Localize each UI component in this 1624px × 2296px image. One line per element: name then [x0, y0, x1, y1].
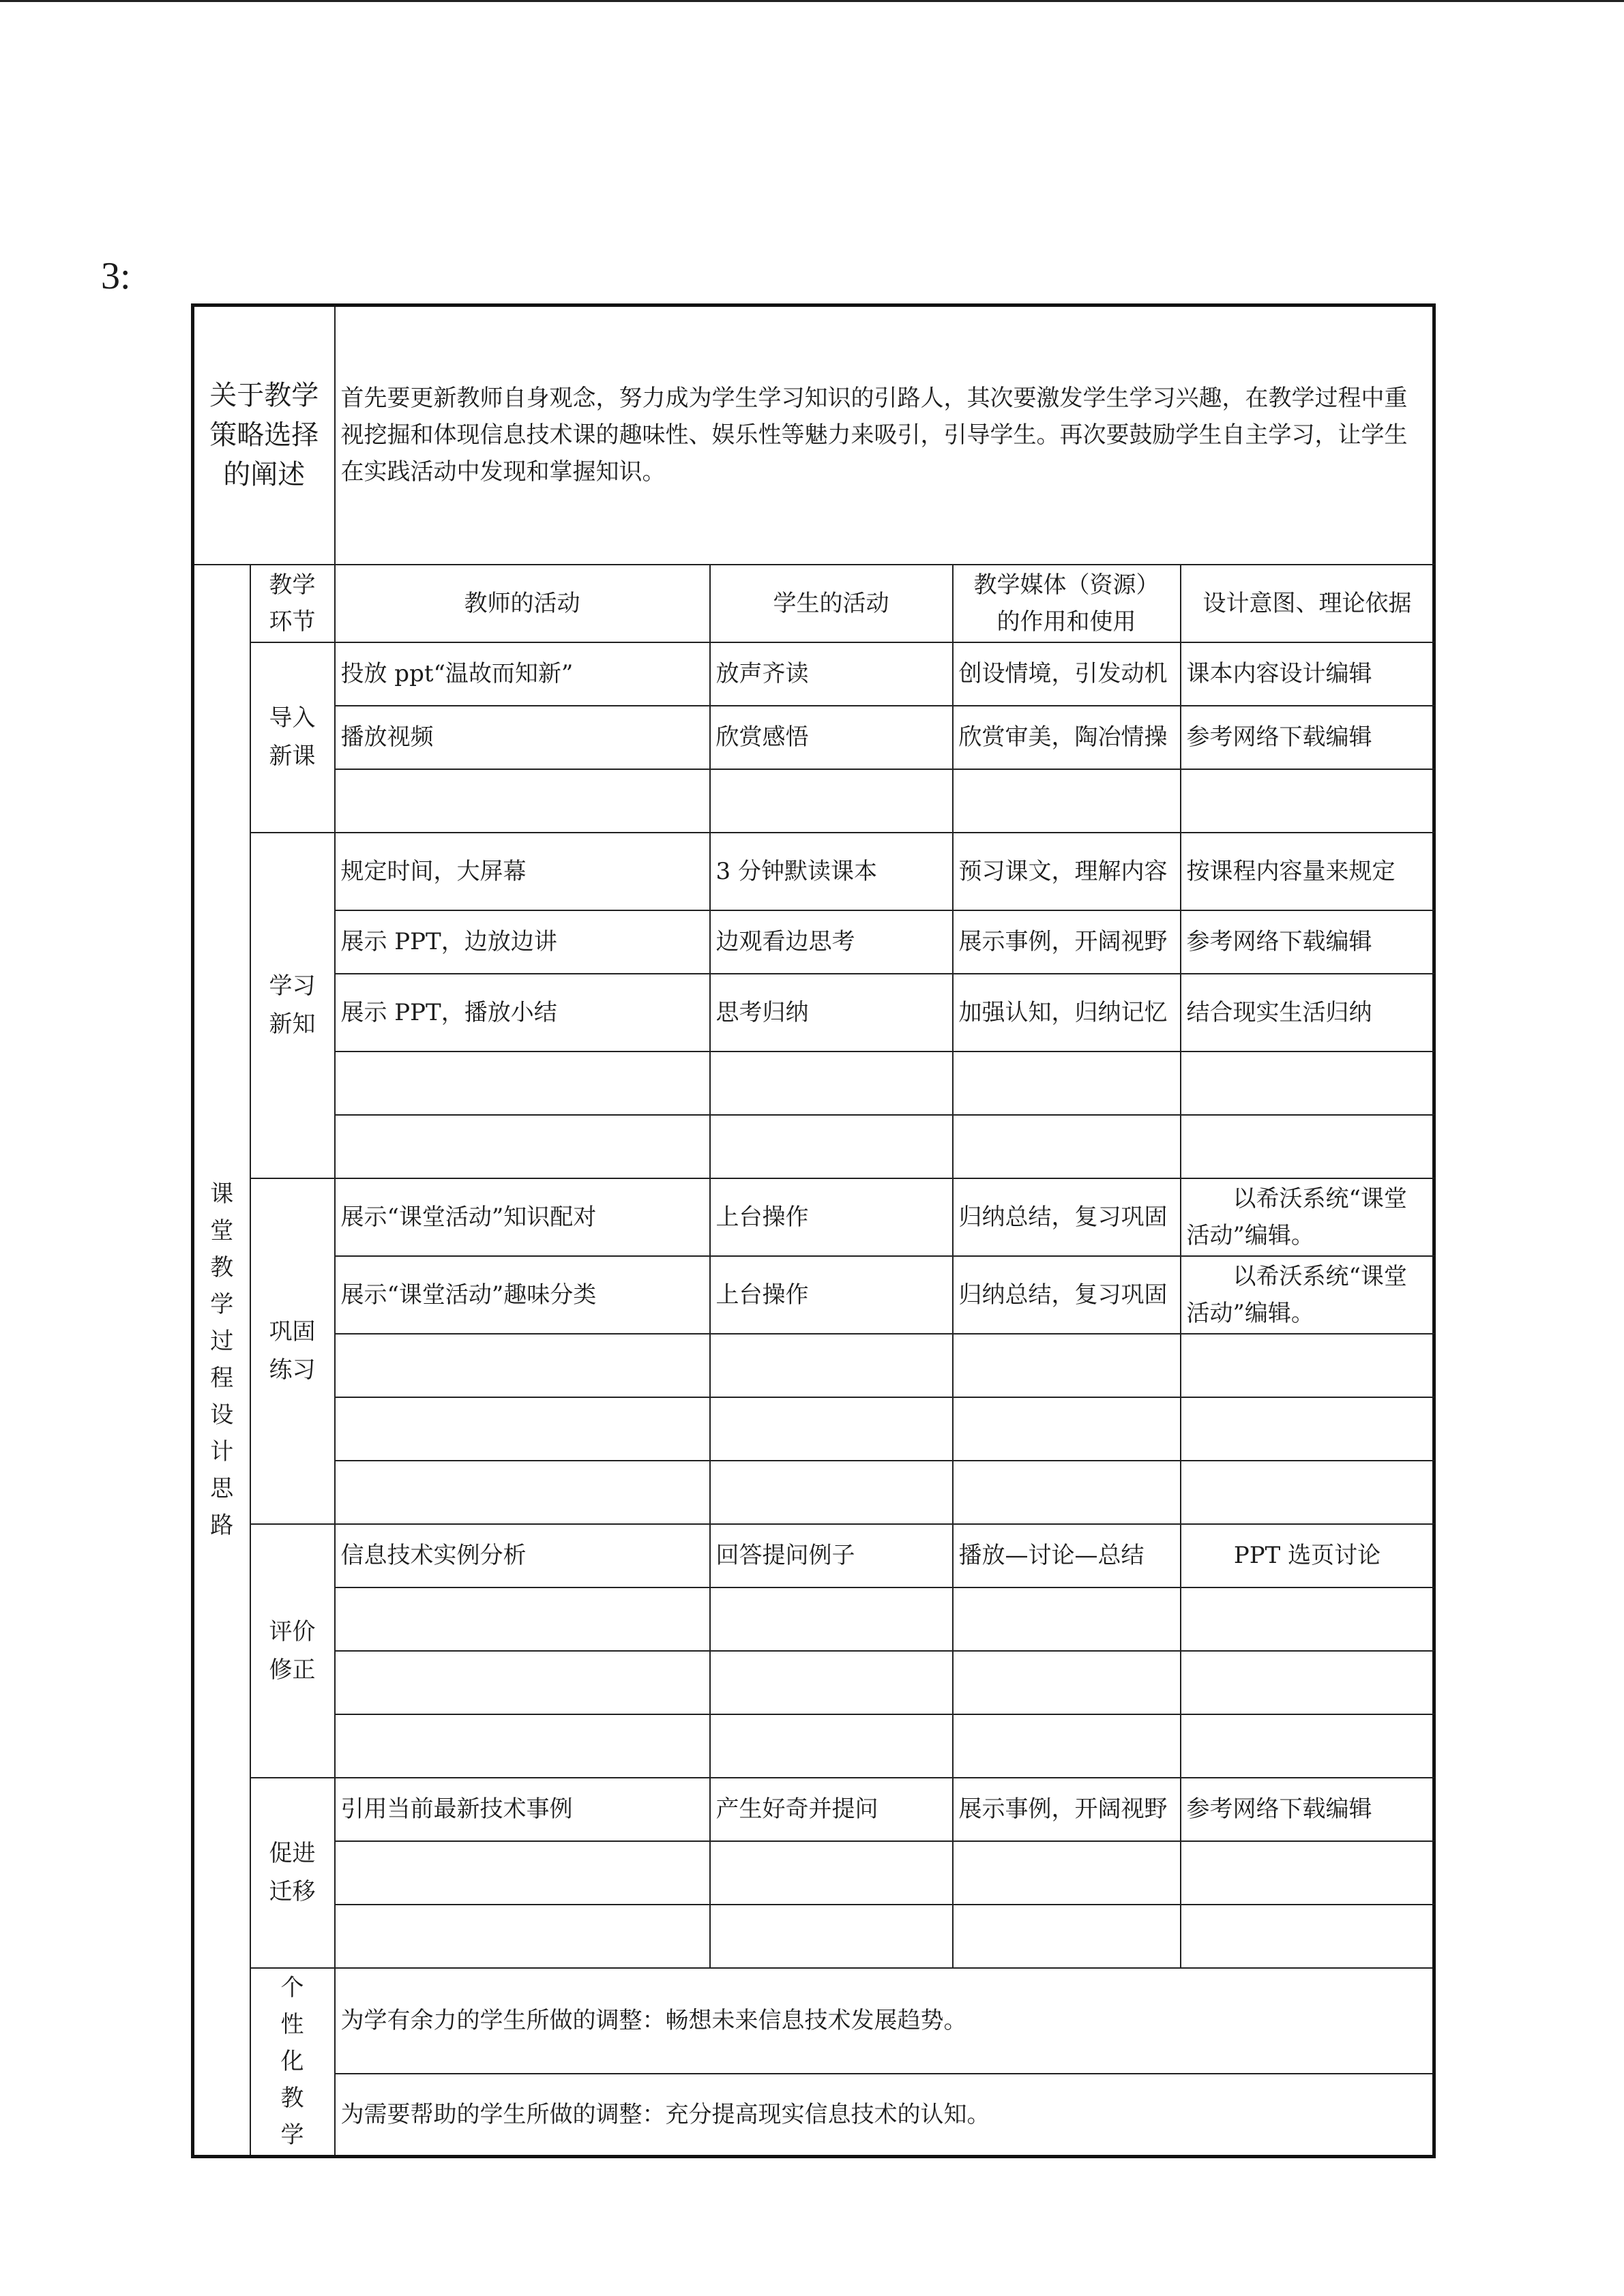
media-usage: 展示事例，开阔视野 — [953, 1778, 1181, 1841]
table-row-empty — [193, 1052, 1434, 1115]
stage-name: 巩固练习 — [250, 1178, 335, 1524]
design-intent: 参考网络下载编辑 — [1181, 1778, 1434, 1841]
table-row — [193, 1256, 1434, 1334]
teacher-activity: 规定时间，大屏幕 — [335, 833, 710, 910]
strategy-text: 首先要更新教师自身观念，努力成为学生学习知识的引路人，其次要激发学生学习兴趣，在教学过程中重视挖掘和体现信息技术课的趣味性、娱乐性等魅力来吸引，引导学生。再次要鼓励学生自主学习，让学生在实践活动中发现和掌握知识。 — [335, 305, 1434, 565]
design-intent: 以希沃系统“课堂活动”编辑。 — [1181, 1178, 1434, 1256]
strategy-label: 关于教学策略选择的阐述 — [193, 305, 335, 565]
table-row — [193, 910, 1434, 974]
student-activity: 3 分钟默读课本 — [710, 833, 953, 910]
table-row-empty — [193, 769, 1434, 833]
media-usage: 播放—讨论—总结 — [953, 1524, 1181, 1587]
table-row — [193, 706, 1434, 769]
media-usage: 预习课文，理解内容 — [953, 833, 1181, 910]
section-number: 3: — [101, 255, 131, 297]
stage-name: 评价修正 — [250, 1524, 335, 1778]
media-usage: 加强认知，归纳记忆 — [953, 974, 1181, 1052]
teacher-activity: 信息技术实例分析 — [335, 1524, 710, 1587]
table-row-empty — [193, 1714, 1434, 1778]
teacher-activity: 展示“课堂活动”趣味分类 — [335, 1256, 710, 1334]
student-activity: 边观看边思考 — [710, 910, 953, 974]
design-intent: 参考网络下载编辑 — [1181, 910, 1434, 974]
table-row — [193, 1178, 1434, 1256]
strategy-row — [193, 305, 1434, 565]
personalized-advanced-row — [193, 1968, 1434, 2074]
table-row — [193, 833, 1434, 910]
personalized-support-text: 为需要帮助的学生所做的调整：充分提高现实信息技术的认知。 — [335, 2074, 1434, 2157]
personalized-advanced-text: 为学有余力的学生所做的调整：畅想未来信息技术发展趋势。 — [335, 1968, 1434, 2074]
process-vertical-label: 课 堂 教 学 过 程 设 计 思 路 — [193, 565, 250, 2157]
table-row-empty — [193, 1461, 1434, 1524]
teacher-activity: 引用当前最新技术事例 — [335, 1778, 710, 1841]
teacher-activity: 展示“课堂活动”知识配对 — [335, 1178, 710, 1256]
student-activity: 放声齐读 — [710, 642, 953, 706]
design-intent: 结合现实生活归纳 — [1181, 974, 1434, 1052]
student-activity: 回答提问例子 — [710, 1524, 953, 1587]
table-row-empty — [193, 1651, 1434, 1714]
table-row-empty — [193, 1397, 1434, 1461]
student-activity: 思考归纳 — [710, 974, 953, 1052]
lesson-plan-table — [191, 303, 1436, 2158]
media-usage: 归纳总结，复习巩固 — [953, 1178, 1181, 1256]
teacher-activity: 展示 PPT，播放小结 — [335, 974, 710, 1052]
table-row — [193, 642, 1434, 706]
stage-name: 导入新课 — [250, 642, 335, 833]
design-intent: 按课程内容量来规定 — [1181, 833, 1434, 910]
teacher-activity: 投放 ppt“温故而知新” — [335, 642, 710, 706]
table-row-empty — [193, 1587, 1434, 1651]
stage-name: 学习新知 — [250, 833, 335, 1178]
table-row-empty — [193, 1905, 1434, 1968]
student-activity: 欣赏感悟 — [710, 706, 953, 769]
design-intent: 参考网络下载编辑 — [1181, 706, 1434, 769]
design-intent: PPT 选页讨论 — [1181, 1524, 1434, 1587]
page-top-border — [0, 0, 1624, 2]
design-intent: 以希沃系统“课堂活动”编辑。 — [1181, 1256, 1434, 1334]
table-row — [193, 974, 1434, 1052]
header-stage: 教学环节 — [250, 565, 335, 642]
student-activity: 产生好奇并提问 — [710, 1778, 953, 1841]
media-usage: 归纳总结，复习巩固 — [953, 1256, 1181, 1334]
table-row-empty — [193, 1334, 1434, 1397]
media-usage: 欣赏审美，陶冶情操 — [953, 706, 1181, 769]
media-usage: 展示事例，开阔视野 — [953, 910, 1181, 974]
header-student: 学生的活动 — [710, 565, 953, 642]
student-activity: 上台操作 — [710, 1178, 953, 1256]
process-header-row — [193, 565, 1434, 642]
header-teacher: 教师的活动 — [335, 565, 710, 642]
table-row-empty — [193, 1841, 1434, 1905]
header-design: 设计意图、理论依据 — [1181, 565, 1434, 642]
teacher-activity: 展示 PPT，边放边讲 — [335, 910, 710, 974]
header-media: 教学媒体（资源）的作用和使用 — [953, 565, 1181, 642]
personalized-support-row — [193, 2074, 1434, 2157]
teacher-activity: 播放视频 — [335, 706, 710, 769]
table-row — [193, 1778, 1434, 1841]
media-usage: 创设情境，引发动机 — [953, 642, 1181, 706]
table-row — [193, 1524, 1434, 1587]
table-row-empty — [193, 1115, 1434, 1178]
stage-name: 促进迁移 — [250, 1778, 335, 1968]
personalized-vertical-label: 个 性 化 教 学 — [250, 1968, 335, 2157]
design-intent: 课本内容设计编辑 — [1181, 642, 1434, 706]
student-activity: 上台操作 — [710, 1256, 953, 1334]
